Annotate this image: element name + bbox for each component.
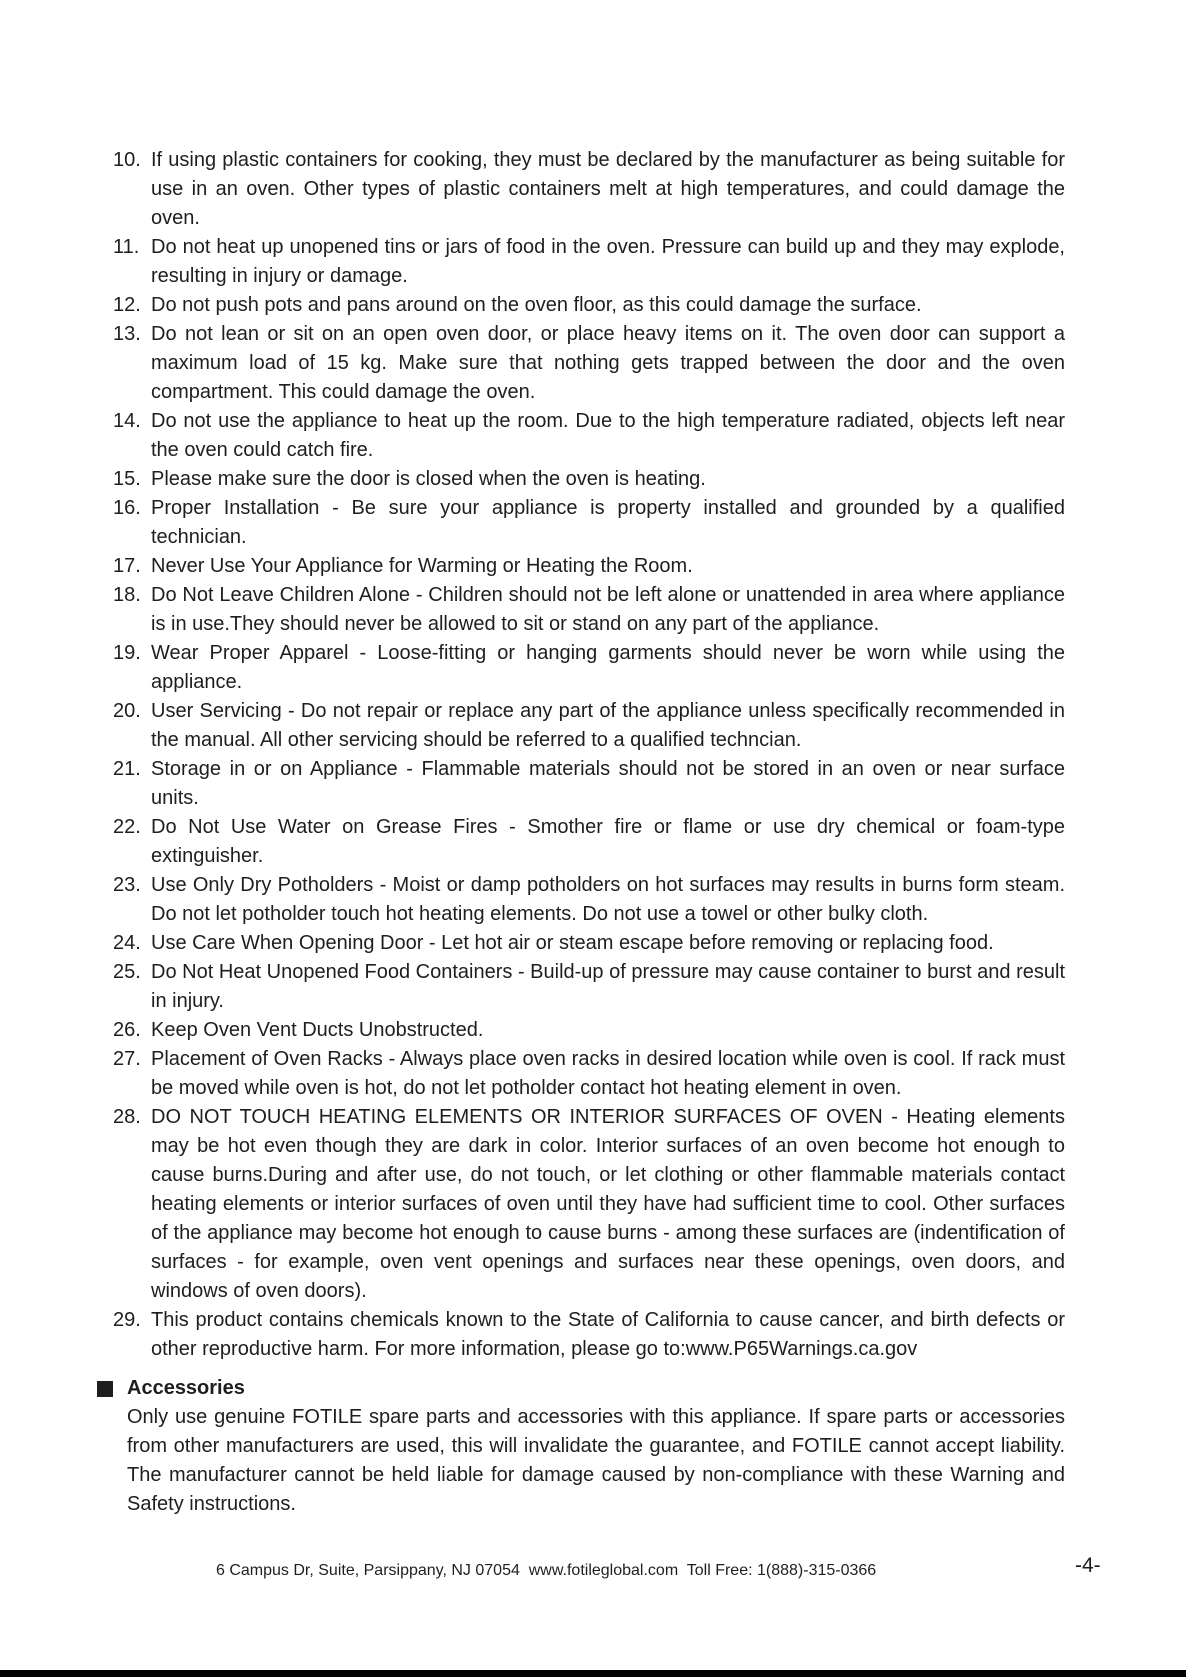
item-text: Do not push pots and pans around on the oven floor, as this could damage the surface. <box>151 294 922 316</box>
item-text: Keep Oven Vent Ducts Unobstructed. <box>151 1019 484 1041</box>
item-text: Storage in or on Appliance - Flammable materials should not be stored in an oven or near surface units. <box>151 758 1065 809</box>
list-item <box>113 465 1065 494</box>
bottom-edge-bar <box>0 1670 1186 1677</box>
item-text: Do not heat up unopened tins or jars of food in the oven. Pressure can build up and they may explode, resulting in injury or damage. <box>151 236 1065 287</box>
list-item <box>113 958 1065 1016</box>
item-number: 11. <box>113 236 140 258</box>
item-number: 25. <box>113 961 141 983</box>
item-number: 22. <box>113 816 141 838</box>
item-number: 13. <box>113 323 141 345</box>
list-item <box>113 813 1065 871</box>
item-number: 16. <box>113 497 141 519</box>
list-item <box>113 407 1065 465</box>
item-text: Please make sure the door is closed when the oven is heating. <box>151 468 706 490</box>
item-number: 18. <box>113 584 141 606</box>
item-text: Use Care When Opening Door - Let hot air or steam escape before removing or replacing food. <box>151 932 994 954</box>
list-item <box>113 1016 1065 1045</box>
list-item <box>113 146 1065 233</box>
item-number: 26. <box>113 1019 141 1041</box>
item-text: Proper Installation - Be sure your appliance is property installed and grounded by a qualified technician. <box>151 497 1065 548</box>
item-text: If using plastic containers for cooking, they must be declared by the manufacturer as being suitable for use in an oven. Other types of plastic containers melt at high temperatures, and could damage the oven. <box>151 149 1065 229</box>
accessories-heading <box>97 1374 1065 1403</box>
list-item <box>113 291 1065 320</box>
item-text: User Servicing - Do not repair or replace any part of the appliance unless specifically recommended in the manual. All other servicing should be referred to a qualified techncian. <box>151 700 1065 751</box>
list-item <box>113 320 1065 407</box>
item-number: 10. <box>113 149 141 171</box>
list-item <box>113 581 1065 639</box>
list-item <box>113 1306 1065 1364</box>
accessories-heading-text: Accessories <box>127 1377 245 1399</box>
item-number: 28. <box>113 1106 141 1128</box>
item-text: Do not use the appliance to heat up the room. Due to the high temperature radiated, objects left near the oven could catch fire. <box>151 410 1065 461</box>
item-number: 17. <box>113 555 141 577</box>
list-item <box>113 552 1065 581</box>
item-text: Do Not Leave Children Alone - Children should not be left alone or unattended in area where appliance is in use.They should never be allowed to sit or stand on any part of the appliance. <box>151 584 1065 635</box>
item-number: 14. <box>113 410 141 432</box>
list-item <box>113 1103 1065 1306</box>
list-item <box>113 494 1065 552</box>
list-item <box>113 697 1065 755</box>
item-number: 19. <box>113 642 141 664</box>
item-text: Placement of Oven Racks - Always place oven racks in desired location while oven is cool. If rack must be moved while oven is hot, do not let potholder contact hot heating element in oven. <box>151 1048 1065 1099</box>
accessories-section <box>113 1374 1065 1519</box>
item-number: 24. <box>113 932 141 954</box>
list-item <box>113 1045 1065 1103</box>
item-text: Use Only Dry Potholders - Moist or damp potholders on hot surfaces may results in burns form steam. Do not let potholder touch hot heating elements. Do not use a towel or other bulky cloth. <box>151 874 1065 925</box>
item-number: 15. <box>113 468 141 490</box>
item-text: Never Use Your Appliance for Warming or Heating the Room. <box>151 555 693 577</box>
item-number: 21. <box>113 758 141 780</box>
item-text: Do not lean or sit on an open oven door, or place heavy items on it. The oven door can support a maximum load of 15 kg. Make sure that nothing gets trapped between the door and the oven compartment. This could damage the oven. <box>151 323 1065 403</box>
item-text: This product contains chemicals known to the State of California to cause cancer, and birth defects or other reproductive harm. For more information, please go to:www.P65Warnings.ca.gov <box>151 1309 1065 1360</box>
item-number: 27. <box>113 1048 141 1070</box>
item-text: Do Not Use Water on Grease Fires - Smother fire or flame or use dry chemical or foam-type extinguisher. <box>151 816 1065 867</box>
item-text: Wear Proper Apparel - Loose-fitting or hanging garments should never be worn while using the appliance. <box>151 642 1065 693</box>
safety-list <box>113 146 1065 1519</box>
item-number: 29. <box>113 1309 141 1331</box>
footer-address: 6 Campus Dr, Suite, Parsippany, NJ 07054 www.fotileglobal.com Toll Free: 1(888)-315-0366 <box>216 1562 877 1579</box>
list-item <box>113 639 1065 697</box>
page-number: -4- <box>1075 1554 1101 1577</box>
square-bullet-icon <box>97 1381 113 1397</box>
list-item <box>113 929 1065 958</box>
item-number: 12. <box>113 294 141 316</box>
list-item <box>113 755 1065 813</box>
item-number: 23. <box>113 874 141 896</box>
list-item <box>113 871 1065 929</box>
accessories-body: Only use genuine FOTILE spare parts and accessories with this appliance. If spare parts or accessories from other manufacturers are used, this will invalidate the guarantee, and FOTILE cannot accept liability. The manufacturer cannot be held liable for damage caused by non-compliance with these Warning and Safety instructions. <box>127 1406 1065 1515</box>
item-text: Do Not Heat Unopened Food Containers - Build-up of pressure may cause container to burst and result in injury. <box>151 961 1065 1012</box>
item-text: DO NOT TOUCH HEATING ELEMENTS OR INTERIOR SURFACES OF OVEN - Heating elements may be hot even though they are dark in color. Interior surfaces of an oven become hot enough to cause burns.During and after use, do not touch, or let clothing or other flammable materials contact heating elements or interior surfaces of oven until they have had sufficient time to cool. Other surfaces of the appliance may become hot enough to cause burns - among these surfaces are (indentification of surfaces - for example, oven vent openings and surfaces near these openings, oven doors, and windows of oven doors). <box>151 1106 1065 1302</box>
item-number: 20. <box>113 700 141 722</box>
list-item <box>113 233 1065 291</box>
